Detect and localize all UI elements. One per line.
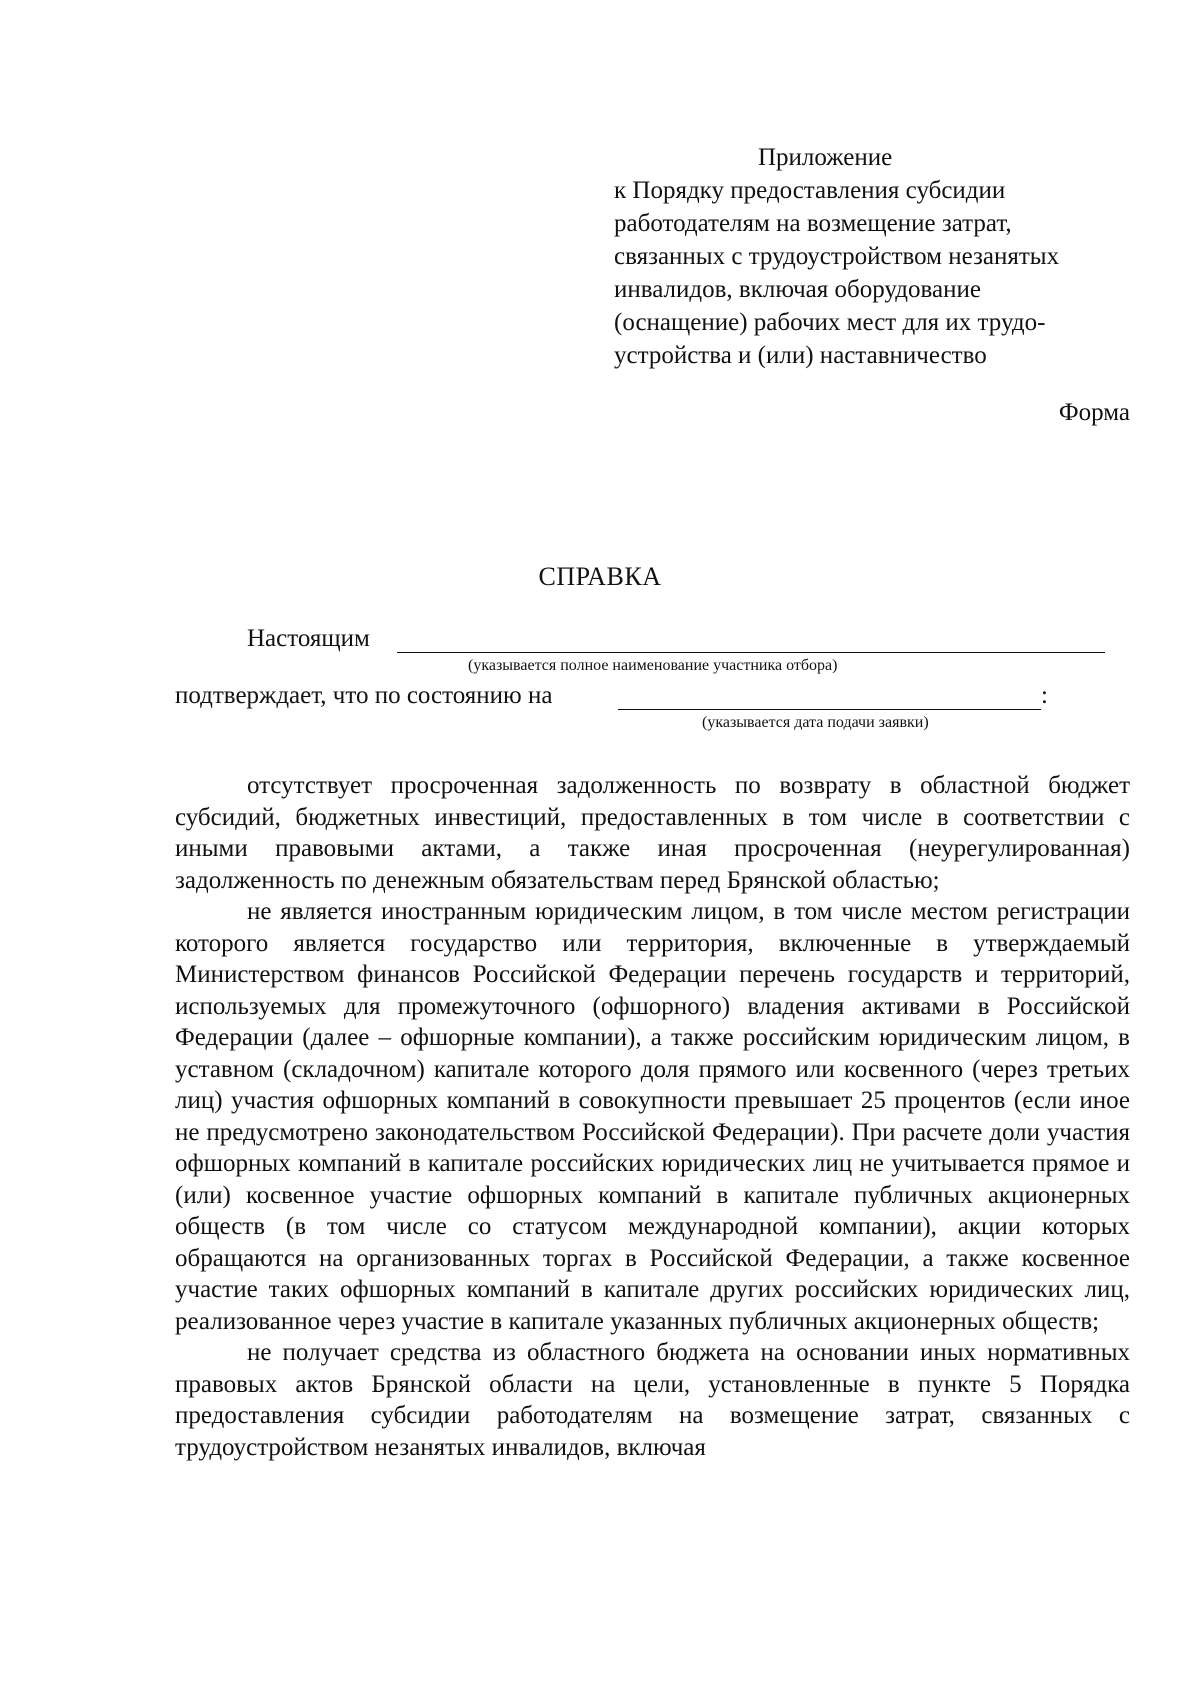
participant-hint: (указывается полное наименование участника отбора) bbox=[468, 657, 838, 674]
participant-name-blank bbox=[397, 652, 1105, 653]
form-label: Форма bbox=[1058, 399, 1130, 426]
participant-prefix: Настоящим bbox=[247, 625, 370, 652]
document-title: СПРАВКА bbox=[538, 562, 662, 591]
appendix-line: работодателям на возмещение затрат, bbox=[614, 210, 1012, 237]
appendix-line: к Порядку предоставления субсидии bbox=[614, 177, 1006, 204]
appendix-header bbox=[614, 141, 1134, 372]
document-body bbox=[175, 770, 1130, 1463]
appendix-line: связанных с трудоустройством незанятых bbox=[614, 243, 1060, 270]
appendix-line: (оснащение) рабочих мест для их трудо- bbox=[614, 309, 1046, 336]
date-hint: (указывается дата подачи заявки) bbox=[702, 714, 929, 731]
appendix-line: инвалидов, включая оборудование bbox=[614, 276, 981, 303]
date-colon: : bbox=[1041, 682, 1048, 709]
appendix-line: устройства и (или) наставничество bbox=[614, 342, 987, 369]
paragraph: не получает средства из областного бюджета на основании иных нормативных правовых актов Брянской области на цели, установленные в пункте 5 Порядка предоставления субсидии работодателям на возмещение затрат, связанных с трудоустройством незанятых инвалидов, включая bbox=[175, 1339, 1130, 1461]
paragraph: не является иностранным юридическим лицом, в том числе местом регистрации которого является государство или территория, включенные в утверждаемый Министерством финансов Российской Федерации перечень государств и территорий, используемых для промежуточного (офшорного) владения активами в Российской Федерации (далее – офшорные компании), а также российским юридическим лицом, в уставном (складочном) капитале которого доля прямого или косвенного (через третьих лиц) участия офшорных компаний в совокупности превышает 25 процентов (если иное не предусмотрено законодательством Российской Федерации). При расчете доли участия офшорных компаний в капитале российских юридических лиц не учитывается прямое и (или) косвенное участие офшорных компаний в капитале публичных акционерных обществ (в том числе со статусом международной компании), акции которых обращаются на организованных торгах в Российской Федерации, а также косвенное участие таких офшорных компаний в капитале других российских юридических лиц, реализованное через участие в капитале указанных публичных акционерных обществ; bbox=[175, 898, 1130, 1335]
date-blank bbox=[618, 709, 1041, 710]
appendix-heading: Приложение bbox=[758, 144, 893, 171]
date-prefix: подтверждает, что по состоянию на bbox=[175, 682, 553, 709]
paragraph: отсутствует просроченная задолженность по возврату в областной бюджет субсидий, бюджетных инвестиций, предоставленных в том числе в соответствии с иными правовыми актами, а также иная просроченная (неурегулированная) задолженность по денежным обязательствам перед Брянской областью; bbox=[175, 772, 1130, 894]
